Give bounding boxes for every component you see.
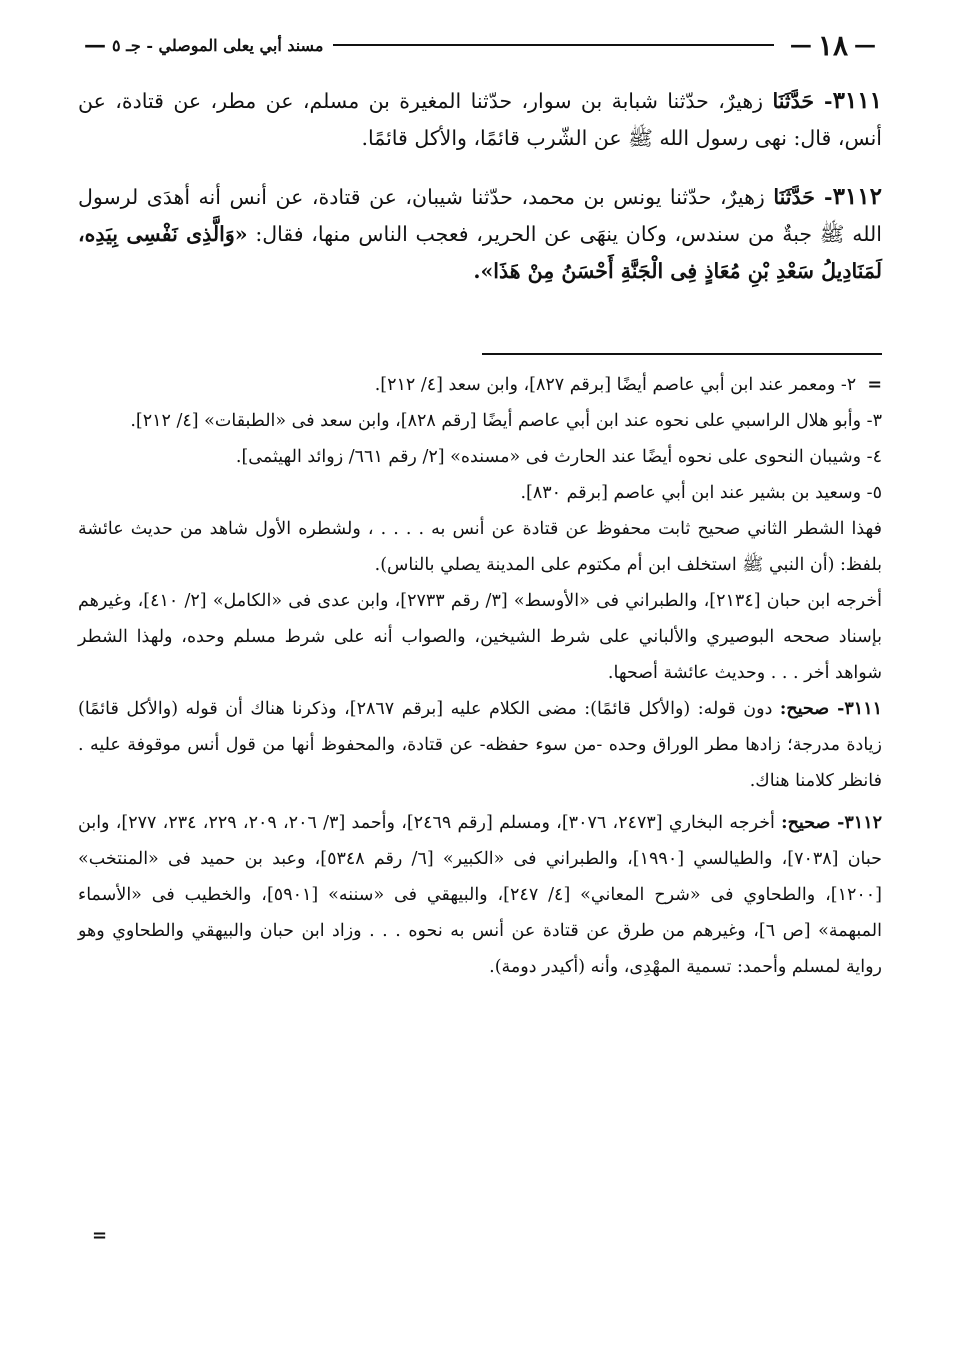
footnote-item: ٥- وسعيد بن بشير عند ابن أبي عاصم [برقم ٨٣٠]. [520,483,882,503]
footnote-item: أخرجه ابن حبان [٢١٣٤]، والطبراني فى «الأوسط» [٣/ رقم ٢٧٣٣]، وابن عدى فى «الكامل» [٢/ ٤١٠]، وغيرهم بإسناد صححه البوصيري والألباني على شرط الشيخين، والصواب أنه على شرط مسلم وحده، ولهذا الشطر شواهد أخر . . . وحديث عائشة أصحها. [78,591,882,683]
hadith-section [78,82,882,302]
footnote-item: فهذا الشطر الثاني صحيح ثابت محفوظ عن قتادة عن أنس به . . . . ، ولشطره الأول شاهد من حديث عائشة بلفظ: (أن النبي ﷺ استخلف ابن أم مكتوم على المدينة يصلي بالناس). [78,519,882,575]
footnote-separator [482,353,882,355]
hadith-number: ٣١١٢ [832,182,882,210]
hadith-text: زهيرٌ، حدّثنا شبابة بن سوار، حدّثنا المغيرة بن مسلم، عن مطر، عن قتادة، عن أنس، قال: نهى رسول الله ﷺ عن الشّرب قائمًا، والأكل قائمًا. [78,89,882,150]
hadith-tahdith: حَدَّثَنَا [772,89,815,113]
continuation-mark: = [867,375,882,395]
continuation-mark: = [92,1225,108,1246]
hadith-tahdith: حَدَّثَنَا [773,184,815,209]
header-dash-right: — [854,32,876,58]
footnotes [78,367,882,985]
hadith-number: ٣١١١ [832,87,882,114]
footnote-grade: ٣١١٢- صحيح: [781,813,882,833]
page-number: ١٨ [817,28,848,62]
hadith-quote: «وَالَّذِى نَفْسِى بِيَدِه، لَمَنَادِيلُ سَعْدِ بْنِ مُعَاذٍ فِى الْجَنَّةِ أَحْسَنُ مِنْ هَذَا». [78,221,882,283]
book-title: مسند أبي يعلى الموصلي - جـ ٥ [112,35,324,55]
hadith-3112: ٣١١٢- حَدَّثَنَا زهيرٌ، حدّثنا يونس بن محمد، حدّثنا شيبان، عن قتادة، عن أنس أنه أهدَى لرسول الله ﷺ جبةٌ من سندس، وكان ينهَى عن الحرير، فعجب الناس منها، فقال: «وَالَّذِى نَفْسِى بِيَدِه، لَمَنَادِيلُ سَعْدِ بْنِ مُعَاذٍ فِى الْجَنَّةِ أَحْسَنُ مِنْ هَذَا». [78,182,882,283]
header-dash-left: — [84,32,106,58]
footnote-item: ٣١١٢- صحيح: أخرجه البخاري [٢٤٧٣، ٣٠٧٦]، ومسلم [رقم ٢٤٦٩]، وأحمد [٣/ ٢٠٦، ٢٠٩، ٢٢٩، ٢٣٤، ٢٧٧]، وابن حبان [٧٠٣٨]، والطيالسي [١٩٩٠]، والطبراني فى «الكبير» [٦/ رقم ٥٣٤٨]، وعبد بن حميد فى «المنتخب» [١٢٠٠]، والطحاوي فى «شرح المعاني» [٤/ ٢٤٧]، والبيهقي فى «سننه» [٥٩٠١]، والخطيب فى «الأسماء المبهمة» [ص ٦]، وغيرهم من طرق عن قتادة عن أنس به نحوه . . . وزاد ابن حبان والبيهقي والطحاوي وهو رواية لمسلم وأحمد: تسمية المهْدِى، وأنه (أكيدر دومة). [78,813,882,977]
footnote-item: ٣- وأبو هلال الراسبي على نحوه عند ابن أبي عاصم أيضًا [رقم ٨٢٨]، وابن سعد فى «الطبقات» [٤/ ٢١٢]. [130,411,882,431]
footnote-item: ٣١١١- صحيح: دون قوله: (والأكل قائمًا): مضى الكلام عليه [برقم ٢٨٦٧]، وذكرنا هناك أن قوله (والأكل قائمًا) زيادة مدرجة؛ زادها مطر الوراق وحده -من سوء حفظه- عن قتادة، والمحفوظ أنها من قول أنس موقوفة عليه . فانظر كلامنا هناك. [78,699,882,791]
hadith-3111: ٣١١١- حَدَّثَنَا زهيرٌ، حدّثنا شبابة بن سوار، حدّثنا المغيرة بن مسلم، عن مطر، عن قتادة، عن أنس، قال: نهى رسول الله ﷺ عن الشّرب قائمًا، والأكل قائمًا. [78,87,882,150]
header-rule [333,44,774,46]
hadith-text: زهيرٌ، حدّثنا يونس بن محمد، حدّثنا شيبان، عن قتادة، عن أنس أنه أهدَى لرسول الله ﷺ جبةٌ من سندس، وكان ينهَى عن الحرير، فعجب الناس منها، فقال: [78,184,882,246]
header-dash-mid: — [789,32,812,58]
running-header [78,28,882,62]
footnote-grade: ٣١١١- صحيح: [779,699,882,719]
footnote-item: ٤- وشيبان النحوى على نحوه أيضًا عند الحارث فى «مسنده» [٢/ رقم ٦٦١/ زوائد الهيثمى]. [235,447,882,467]
footnote-item: = ٢- ومعمر عند ابن أبي عاصم أيضًا [برقم ٨٢٧]، وابن سعد [٤/ ٢١٢]. [374,375,882,395]
